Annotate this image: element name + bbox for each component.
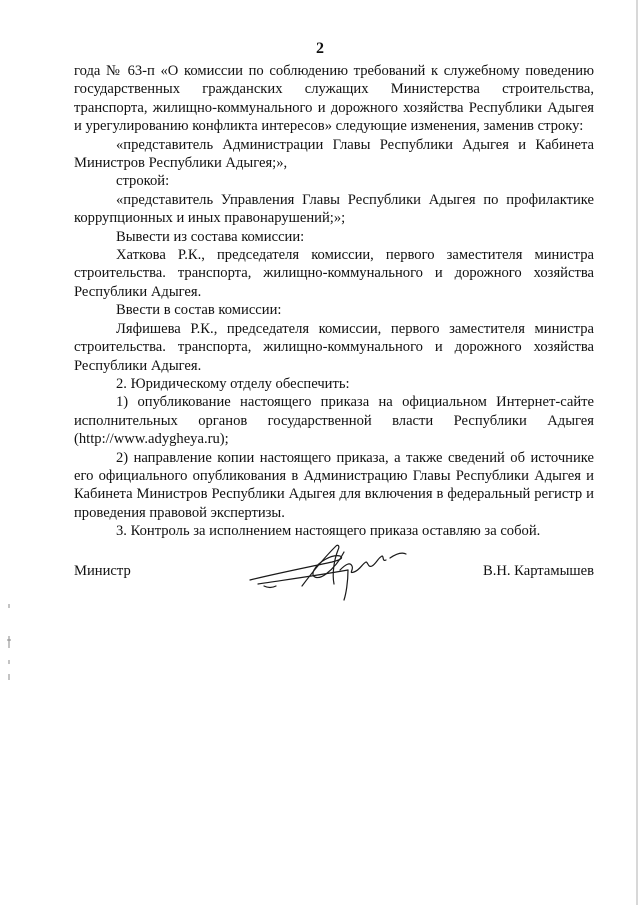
signature-block	[74, 540, 594, 610]
signatory-role: Министр	[74, 563, 131, 579]
paragraph: Ляфишева Р.К., председателя комиссии, первого заместителя министра строительства. транспорта, жилищно-коммунального и дорожного хозяйства Республики Адыгея.	[74, 320, 594, 374]
page-number: 2	[316, 40, 324, 57]
scan-edge	[636, 0, 638, 905]
handwritten-signature	[244, 540, 414, 606]
paragraph: Хаткова Р.К., председателя комиссии, первого заместителя министра строительства. транспорта, жилищно-коммунального и дорожного хозяйства Республики Адыгея.	[74, 247, 594, 300]
paragraph: 1) опубликование настоящего приказа на официальном Интернет-сайте исполнительных органов государственной власти Республики Адыгея (http://www.adygheya.ru);	[74, 394, 594, 448]
paragraph: 3. Контроль за исполнением настоящего приказа оставляю за собой.	[116, 523, 541, 540]
paragraph: Ввести в состав комиссии:	[116, 302, 282, 319]
paragraph: года № 63-п «О комиссии по соблюдению требований к служебному поведению государственных гражданских служащих Министерства строительства, транспорта, жилищно-коммунального и дорожного хозяйства Республики Адыгея и урегулированию конфликта интересов» следующие изменения, заменив строку:	[74, 63, 594, 135]
paragraph: Вывести из состава комиссии:	[116, 228, 305, 245]
paragraph: «представитель Управления Главы Республики Адыгея по профилактике коррупционных и иных правонарушений;»;	[74, 191, 594, 227]
paragraph: строкой:	[116, 173, 170, 190]
scan-edge-marks	[6, 600, 12, 690]
paragraph: «представитель Администрации Главы Республики Адыгея и Кабинета Министров Республики Адыгея;»,	[74, 136, 594, 172]
paragraph: 2) направление копии настоящего приказа, а также сведений об источнике его официального опубликования в Администрацию Главы Республики Адыгея и Кабинета Министров Республики Адыгея для включения в федеральный регистр и проведения правовой экспертизы.	[74, 449, 594, 521]
paragraph: 2. Юридическому отделу обеспечить:	[116, 375, 350, 392]
signatory-name: В.Н. Картамышев	[482, 563, 594, 579]
document-body	[74, 62, 594, 541]
